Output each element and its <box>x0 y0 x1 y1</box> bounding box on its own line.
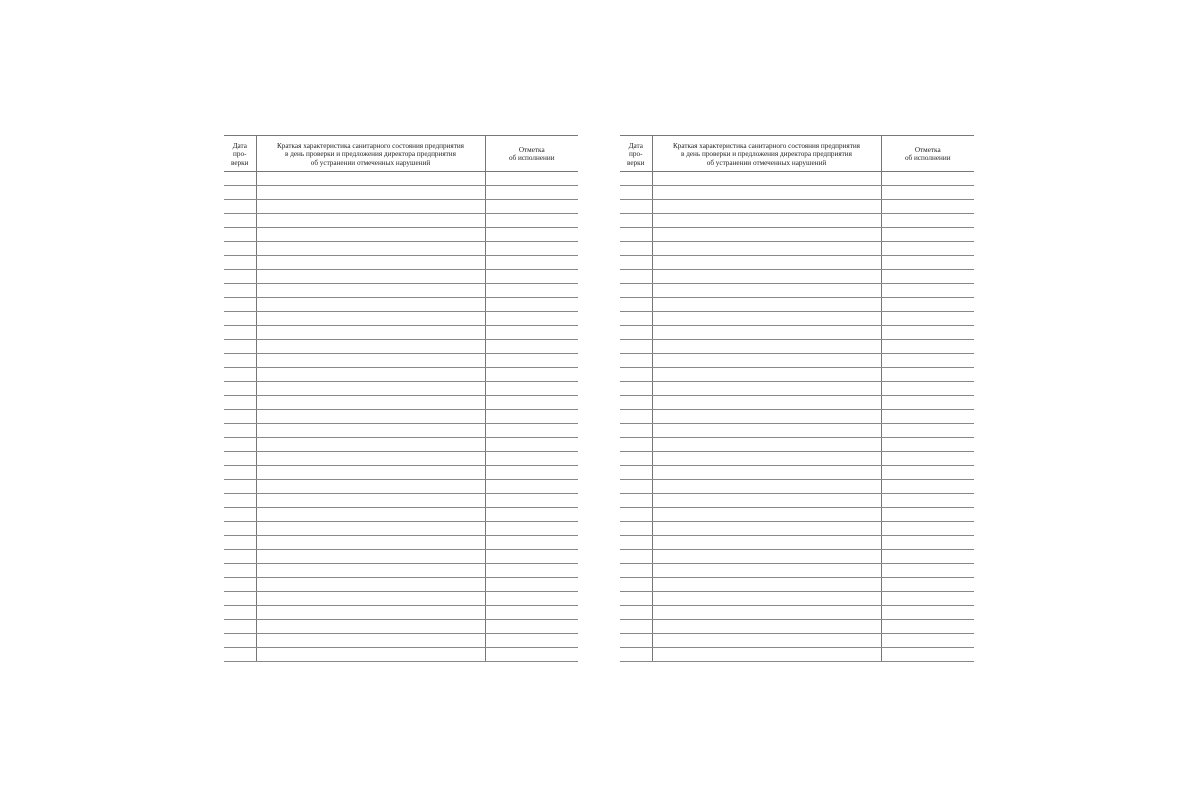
cell-date <box>224 550 256 564</box>
cell-date <box>224 242 256 256</box>
cell-date <box>620 172 652 186</box>
table-row <box>224 228 578 242</box>
cell-date <box>224 564 256 578</box>
cell-description <box>652 606 881 620</box>
cell-completion-mark <box>485 214 578 228</box>
table-row <box>620 284 974 298</box>
cell-completion-mark <box>881 382 974 396</box>
cell-completion-mark <box>485 480 578 494</box>
cell-date <box>224 508 256 522</box>
cell-date <box>620 508 652 522</box>
cell-completion-mark <box>485 312 578 326</box>
header-description: Краткая характеристика санитарного состояния предприятия в день проверки и предложения директора предприятия об устранении отмеченных нарушений <box>256 136 485 172</box>
table-row <box>224 494 578 508</box>
cell-description <box>652 508 881 522</box>
table-row <box>224 256 578 270</box>
cell-completion-mark <box>485 396 578 410</box>
cell-completion-mark <box>485 494 578 508</box>
table-row <box>620 200 974 214</box>
table-row <box>224 578 578 592</box>
cell-completion-mark <box>485 578 578 592</box>
cell-date <box>620 424 652 438</box>
cell-date <box>224 228 256 242</box>
table-row <box>224 200 578 214</box>
cell-description <box>652 438 881 452</box>
cell-date <box>620 382 652 396</box>
cell-description <box>652 648 881 662</box>
cell-description <box>652 536 881 550</box>
cell-completion-mark <box>485 550 578 564</box>
table-row <box>620 326 974 340</box>
cell-description <box>256 480 485 494</box>
header-completion-mark: Отметка об исполнении <box>881 136 974 172</box>
table-row <box>224 368 578 382</box>
cell-completion-mark <box>881 550 974 564</box>
table-row <box>224 382 578 396</box>
cell-description <box>256 578 485 592</box>
table-row <box>224 186 578 200</box>
cell-description <box>652 340 881 354</box>
cell-date <box>620 522 652 536</box>
cell-date <box>620 312 652 326</box>
cell-completion-mark <box>881 648 974 662</box>
table-row <box>224 508 578 522</box>
cell-date <box>224 256 256 270</box>
table-row <box>224 214 578 228</box>
table-row <box>620 396 974 410</box>
table-row <box>620 578 974 592</box>
cell-date <box>620 480 652 494</box>
cell-completion-mark <box>485 606 578 620</box>
cell-description <box>652 550 881 564</box>
cell-completion-mark <box>881 242 974 256</box>
table-row <box>620 186 974 200</box>
table-row <box>620 522 974 536</box>
cell-completion-mark <box>485 564 578 578</box>
cell-completion-mark <box>881 172 974 186</box>
table-row <box>224 312 578 326</box>
cell-date <box>620 242 652 256</box>
cell-completion-mark <box>485 508 578 522</box>
cell-date <box>620 648 652 662</box>
table-row <box>224 172 578 186</box>
table-row <box>620 634 974 648</box>
cell-completion-mark <box>881 200 974 214</box>
cell-completion-mark <box>881 452 974 466</box>
cell-date <box>620 606 652 620</box>
cell-date <box>620 298 652 312</box>
table-row <box>224 298 578 312</box>
table-row <box>224 326 578 340</box>
cell-completion-mark <box>881 410 974 424</box>
cell-completion-mark <box>881 326 974 340</box>
cell-description <box>652 564 881 578</box>
cell-description <box>652 578 881 592</box>
cell-description <box>256 634 485 648</box>
cell-description <box>652 522 881 536</box>
cell-description <box>652 284 881 298</box>
cell-description <box>256 452 485 466</box>
cell-date <box>224 214 256 228</box>
cell-description <box>256 508 485 522</box>
cell-date <box>620 550 652 564</box>
cell-completion-mark <box>485 452 578 466</box>
cell-description <box>256 186 485 200</box>
cell-description <box>652 466 881 480</box>
cell-description <box>652 270 881 284</box>
cell-description <box>256 494 485 508</box>
cell-date <box>224 354 256 368</box>
table-row <box>224 606 578 620</box>
header-description: Краткая характеристика санитарного состояния предприятия в день проверки и предложения директора предприятия об устранении отмеченных нарушений <box>652 136 881 172</box>
header-date: Дата про- верки <box>224 136 256 172</box>
cell-description <box>652 410 881 424</box>
table-row <box>224 284 578 298</box>
cell-completion-mark <box>881 298 974 312</box>
cell-completion-mark <box>485 186 578 200</box>
cell-description <box>256 382 485 396</box>
cell-completion-mark <box>881 256 974 270</box>
cell-completion-mark <box>881 340 974 354</box>
cell-completion-mark <box>485 354 578 368</box>
cell-description <box>256 340 485 354</box>
cell-date <box>620 354 652 368</box>
cell-description <box>652 424 881 438</box>
cell-description <box>652 312 881 326</box>
cell-completion-mark <box>881 634 974 648</box>
inspection-log-table <box>224 135 578 662</box>
table-row <box>620 606 974 620</box>
table-row <box>620 228 974 242</box>
cell-date <box>620 368 652 382</box>
cell-completion-mark <box>485 634 578 648</box>
table-body <box>224 172 578 662</box>
cell-description <box>256 256 485 270</box>
cell-completion-mark <box>881 606 974 620</box>
cell-date <box>224 270 256 284</box>
cell-date <box>620 438 652 452</box>
cell-description <box>652 214 881 228</box>
cell-date <box>620 256 652 270</box>
cell-description <box>652 620 881 634</box>
cell-date <box>224 438 256 452</box>
table-row <box>224 648 578 662</box>
cell-date <box>224 424 256 438</box>
cell-completion-mark <box>881 228 974 242</box>
cell-completion-mark <box>881 536 974 550</box>
inspection-log-table <box>620 135 974 662</box>
cell-description <box>256 592 485 606</box>
cell-description <box>652 592 881 606</box>
cell-description <box>652 368 881 382</box>
header-date: Дата про- верки <box>620 136 652 172</box>
table-row <box>224 340 578 354</box>
cell-completion-mark <box>485 284 578 298</box>
cell-description <box>652 186 881 200</box>
cell-date <box>224 648 256 662</box>
cell-date <box>224 200 256 214</box>
cell-completion-mark <box>485 172 578 186</box>
cell-completion-mark <box>881 284 974 298</box>
table-row <box>620 508 974 522</box>
table-row <box>620 550 974 564</box>
table-row <box>620 592 974 606</box>
cell-description <box>256 284 485 298</box>
table-row <box>620 298 974 312</box>
table-row <box>224 242 578 256</box>
cell-date <box>224 494 256 508</box>
cell-date <box>620 620 652 634</box>
table-row <box>620 424 974 438</box>
table-row <box>620 480 974 494</box>
cell-date <box>224 172 256 186</box>
cell-description <box>256 410 485 424</box>
cell-date <box>224 578 256 592</box>
cell-description <box>256 298 485 312</box>
cell-date <box>620 564 652 578</box>
header-completion-mark: Отметка об исполнении <box>485 136 578 172</box>
cell-date <box>224 522 256 536</box>
cell-date <box>224 452 256 466</box>
cell-date <box>224 186 256 200</box>
table-row <box>224 466 578 480</box>
cell-date <box>224 298 256 312</box>
cell-completion-mark <box>485 200 578 214</box>
cell-completion-mark <box>881 354 974 368</box>
table-row <box>224 522 578 536</box>
cell-description <box>256 424 485 438</box>
cell-date <box>620 578 652 592</box>
cell-description <box>652 200 881 214</box>
cell-description <box>256 536 485 550</box>
cell-date <box>620 214 652 228</box>
cell-description <box>652 256 881 270</box>
cell-completion-mark <box>881 494 974 508</box>
table-row <box>620 536 974 550</box>
cell-completion-mark <box>881 592 974 606</box>
table-row <box>620 382 974 396</box>
table-header-row <box>224 136 578 172</box>
cell-description <box>652 242 881 256</box>
cell-description <box>256 522 485 536</box>
cell-description <box>652 480 881 494</box>
table-row <box>620 452 974 466</box>
cell-description <box>256 354 485 368</box>
table-row <box>620 242 974 256</box>
cell-completion-mark <box>485 466 578 480</box>
cell-completion-mark <box>881 466 974 480</box>
table-row <box>224 550 578 564</box>
table-row <box>224 592 578 606</box>
cell-description <box>256 368 485 382</box>
cell-date <box>620 270 652 284</box>
cell-description <box>256 648 485 662</box>
cell-date <box>620 536 652 550</box>
cell-completion-mark <box>881 522 974 536</box>
cell-date <box>620 466 652 480</box>
table-row <box>620 340 974 354</box>
cell-date <box>620 284 652 298</box>
table-row <box>224 452 578 466</box>
table-row <box>620 494 974 508</box>
cell-date <box>620 326 652 340</box>
table-body <box>620 172 974 662</box>
cell-description <box>256 466 485 480</box>
cell-completion-mark <box>485 368 578 382</box>
table-row <box>224 634 578 648</box>
cell-date <box>224 284 256 298</box>
table-row <box>224 354 578 368</box>
cell-description <box>256 606 485 620</box>
table-row <box>620 256 974 270</box>
cell-description <box>256 550 485 564</box>
cell-completion-mark <box>485 424 578 438</box>
table-row <box>620 270 974 284</box>
cell-description <box>256 242 485 256</box>
cell-date <box>224 466 256 480</box>
cell-completion-mark <box>485 298 578 312</box>
cell-date <box>620 410 652 424</box>
cell-date <box>224 368 256 382</box>
cell-description <box>652 172 881 186</box>
cell-description <box>652 494 881 508</box>
cell-description <box>652 354 881 368</box>
cell-completion-mark <box>881 312 974 326</box>
cell-description <box>652 396 881 410</box>
table-row <box>224 536 578 550</box>
table-row <box>620 214 974 228</box>
table-row <box>224 396 578 410</box>
cell-description <box>256 172 485 186</box>
table-row <box>620 564 974 578</box>
cell-completion-mark <box>881 396 974 410</box>
cell-date <box>620 634 652 648</box>
cell-completion-mark <box>485 522 578 536</box>
cell-date <box>620 186 652 200</box>
cell-date <box>224 480 256 494</box>
cell-date <box>224 606 256 620</box>
cell-completion-mark <box>881 620 974 634</box>
cell-completion-mark <box>485 242 578 256</box>
table-row <box>620 648 974 662</box>
cell-date <box>224 620 256 634</box>
journal-page-left <box>224 135 578 662</box>
cell-date <box>224 382 256 396</box>
cell-description <box>256 620 485 634</box>
cell-date <box>620 592 652 606</box>
cell-description <box>256 228 485 242</box>
cell-completion-mark <box>485 326 578 340</box>
cell-date <box>224 536 256 550</box>
cell-completion-mark <box>881 270 974 284</box>
cell-date <box>620 396 652 410</box>
table-row <box>620 312 974 326</box>
cell-date <box>224 396 256 410</box>
cell-completion-mark <box>881 438 974 452</box>
cell-date <box>224 592 256 606</box>
cell-description <box>256 200 485 214</box>
cell-description <box>256 438 485 452</box>
cell-description <box>256 326 485 340</box>
cell-date <box>224 312 256 326</box>
table-row <box>224 620 578 634</box>
cell-completion-mark <box>485 620 578 634</box>
table-row <box>620 368 974 382</box>
cell-completion-mark <box>881 186 974 200</box>
table-row <box>224 270 578 284</box>
cell-completion-mark <box>881 578 974 592</box>
cell-completion-mark <box>881 480 974 494</box>
journal-page-right <box>620 135 974 662</box>
cell-description <box>256 312 485 326</box>
cell-description <box>256 270 485 284</box>
cell-description <box>652 634 881 648</box>
table-row <box>224 480 578 494</box>
table-row <box>224 438 578 452</box>
cell-date <box>620 494 652 508</box>
cell-date <box>620 200 652 214</box>
cell-completion-mark <box>485 438 578 452</box>
cell-date <box>224 340 256 354</box>
cell-completion-mark <box>485 340 578 354</box>
cell-completion-mark <box>881 508 974 522</box>
cell-description <box>652 228 881 242</box>
cell-description <box>256 396 485 410</box>
cell-description <box>652 298 881 312</box>
table-row <box>224 424 578 438</box>
cell-description <box>256 214 485 228</box>
cell-date <box>620 340 652 354</box>
cell-completion-mark <box>485 270 578 284</box>
cell-date <box>620 452 652 466</box>
cell-completion-mark <box>881 214 974 228</box>
table-row <box>620 620 974 634</box>
cell-description <box>652 326 881 340</box>
table-row <box>620 410 974 424</box>
cell-completion-mark <box>881 564 974 578</box>
cell-completion-mark <box>881 424 974 438</box>
cell-completion-mark <box>485 536 578 550</box>
cell-completion-mark <box>485 228 578 242</box>
cell-description <box>652 382 881 396</box>
cell-date <box>620 228 652 242</box>
cell-date <box>224 326 256 340</box>
cell-completion-mark <box>881 368 974 382</box>
table-row <box>620 172 974 186</box>
cell-completion-mark <box>485 382 578 396</box>
cell-description <box>256 564 485 578</box>
table-row <box>620 466 974 480</box>
cell-description <box>652 452 881 466</box>
cell-date <box>224 634 256 648</box>
cell-date <box>224 410 256 424</box>
table-row <box>620 438 974 452</box>
table-row <box>620 354 974 368</box>
table-row <box>224 410 578 424</box>
cell-completion-mark <box>485 410 578 424</box>
cell-completion-mark <box>485 648 578 662</box>
table-row <box>224 564 578 578</box>
cell-completion-mark <box>485 256 578 270</box>
table-header-row <box>620 136 974 172</box>
cell-completion-mark <box>485 592 578 606</box>
